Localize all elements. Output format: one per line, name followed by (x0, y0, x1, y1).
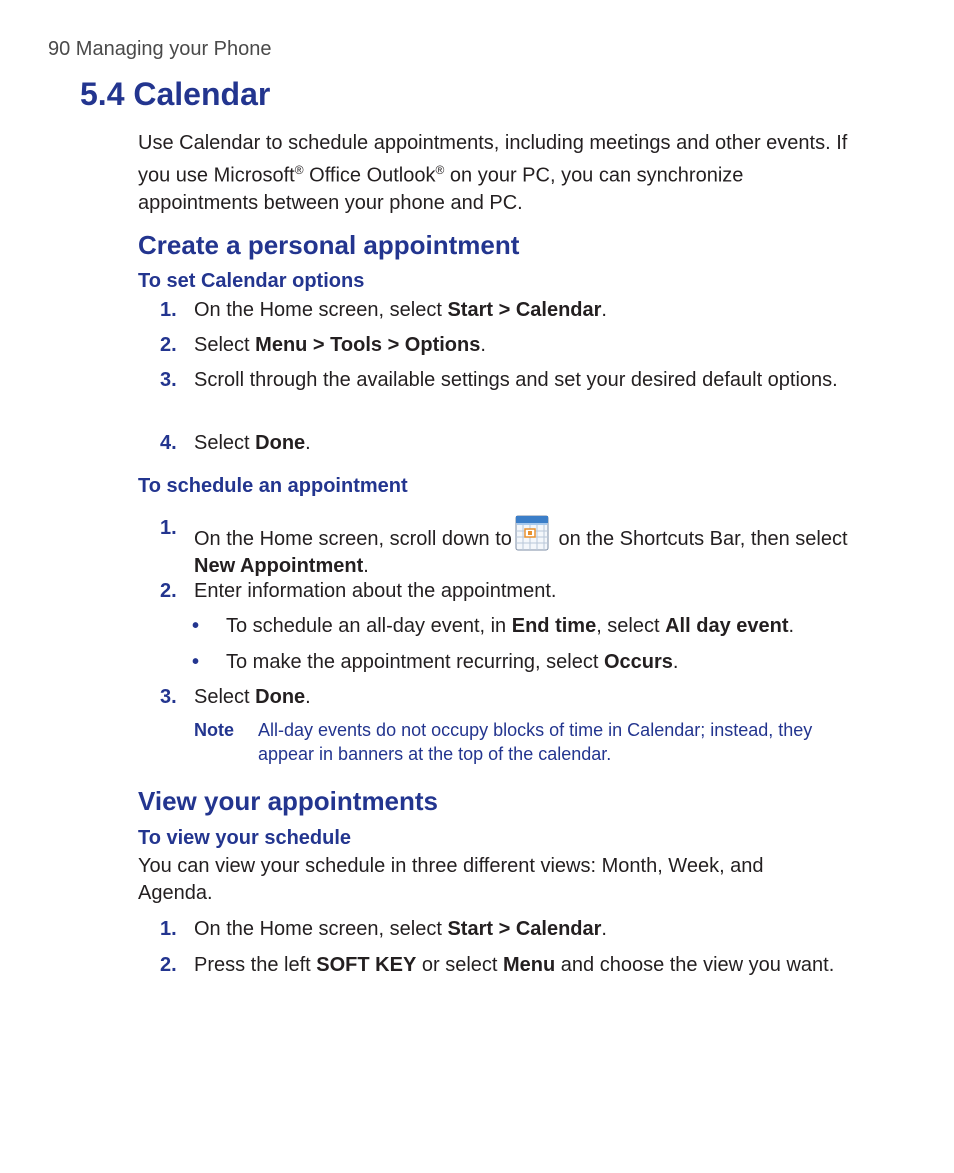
running-header: 90 Managing your Phone (48, 38, 272, 60)
note-text: All-day events do not occupy blocks of time in Calendar; instead, they appear in banners at the top of the calendar. (258, 720, 813, 764)
subheading-view-schedule: To view your schedule (138, 827, 352, 849)
calendar-icon (515, 515, 549, 551)
list-item: 2. Select Menu > Tools > Options. (160, 334, 486, 356)
bullet-item: • To schedule an all-day event, in End time, select All day event. (192, 615, 795, 637)
list-item: 1. On the Home screen, scroll down to on the Shortcuts Bar, then select New Appointment. (160, 517, 848, 577)
list-item: 4. Select Done. (160, 432, 311, 454)
subheading-set-options: To set Calendar options (138, 270, 365, 292)
list-item: 2. Press the left SOFT KEY or select Menu and choose the view you want. (160, 954, 835, 976)
heading-view-appointments: View your appointments (138, 786, 439, 816)
list-item: 3. Select Done. (160, 686, 311, 708)
list-item: 1. On the Home screen, select Start > Calendar. (160, 299, 607, 321)
section-title: 5.4 Calendar (80, 76, 271, 112)
list-item: 3. Scroll through the available settings and set your desired default options. (160, 369, 838, 391)
list-item: 1. On the Home screen, select Start > Calendar. (160, 918, 607, 940)
view-intro-paragraph: You can view your schedule in three different views: Month, Week, and Agenda. (138, 855, 764, 904)
bullet-item: • To make the appointment recurring, select Occurs. (192, 651, 679, 673)
subheading-schedule-appointment: To schedule an appointment (138, 475, 408, 497)
heading-create-appointment: Create a personal appointment (138, 230, 520, 260)
list-item: 2. Enter information about the appointment. (160, 580, 557, 602)
intro-paragraph: Use Calendar to schedule appointments, including meetings and other events. If you use Microsoft® Office Outlook® on your PC, you can synchronize appointments between your phone and PC. (138, 132, 848, 214)
note-label: Note (194, 720, 234, 740)
